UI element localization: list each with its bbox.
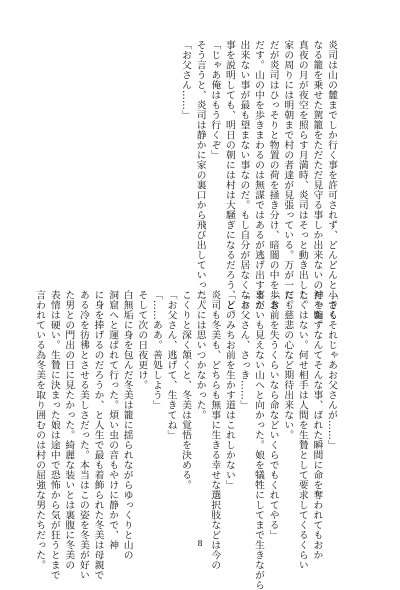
text-line: に身を捧げるのだろうか、と人生で最も着飾られた冬美は母親で <box>92 290 104 580</box>
page-number: 8 <box>197 539 203 548</box>
text-line: ある冷を彷彿とさせる美しさだった。本当はこの姿を冬美が好い <box>77 290 89 580</box>
text-line: えたいも見えない山へと向かった。娘を犠牲にしてまで生きながら <box>253 290 265 590</box>
text-line: 表情は硬い。生贄に決まった娘は途中で恐怖から気が狂うとまで <box>48 290 60 580</box>
text-line: 洞窟へと運ばれて行った。煩い虫の音もやけに静かで、神 <box>107 290 119 550</box>
text-line: 「お父さん……」 <box>180 40 192 120</box>
text-line: 「お父さん、さっき……」 <box>238 290 250 410</box>
text-line: 炎司は山の麓までしか行く事を許可されず、どんどんと小さく <box>326 40 337 320</box>
text-line: そう言うと、炎司は静かに家の裏口から飛び出していった。 <box>194 40 206 310</box>
text-line: 二人には思いつかなかった。 <box>194 290 206 420</box>
text-line: こくりと深く頷くと、冬美は覚悟を決める。 <box>180 290 192 490</box>
lower-text-block <box>34 290 338 590</box>
text-line: なる籠を乗せた駕籠をただただ見守る事しか出来ないのだった。 <box>311 40 323 330</box>
text-line: 家の周りには明朝まで村の者達が見張っている。万が一にも <box>282 40 294 310</box>
text-line: だ。慈悲の心など期待出来ない。 <box>282 290 294 440</box>
text-line: だす。山の中を歩きまわるのは無謀ではあるが逃げ出す事が <box>253 40 265 310</box>
text-line: 白無垢に身を包んだ冬美は籠に揺られながらゆっくりと山の <box>121 290 133 560</box>
text-line: 真夜の月が夜空を照らす月満時、炎司はそっと動き出した。 <box>296 40 308 310</box>
text-line: 「お前を失うくらいなら命などいくらでもくれてやる」 <box>267 290 279 540</box>
text-line: 事を説明しても、明日の朝には村は大騒ぎになるだろう、と。 <box>223 40 235 320</box>
text-line: だが炎司はひっそりと物置の荷を掻き分け、暗闇の中を歩き <box>267 40 279 310</box>
text-line: 炎司も冬美も、どちらも無事に生きる幸せな選択肢などは今の <box>209 290 221 570</box>
text-line: しくはない。何せ相手は人間を生贄として要求してくるくらい <box>296 290 308 570</box>
text-line: た男との門出の日に見たかった。綺麗な装いとは裏腹に冬美の <box>63 290 75 570</box>
text-line: 「どのみちお前を生かす道はこれしかない」 <box>223 290 235 490</box>
text-line: 「でもそれじゃあお父さんが……」 <box>326 290 337 450</box>
text-line: 「お父さん、逃げて、生きてね」 <box>165 290 177 440</box>
text-line: 「じゃあ俺はもう行くぞ」 <box>209 40 221 160</box>
text-line: そして次の日夜更け。 <box>136 290 148 390</box>
text-line: 「……ああ。善処しよう」 <box>150 290 162 410</box>
text-line: 言われている為冬美を取り囲むのは村の屈強な男たちだった。 <box>34 290 46 570</box>
text-line: 神を騙すなんてそんな事、ばれた瞬間に命を奪われてもおか <box>311 290 323 560</box>
text-line: 出来ない事が最も望まない事なのだ。もし自分が居なくなり <box>238 40 250 310</box>
upper-text-block <box>48 40 338 330</box>
